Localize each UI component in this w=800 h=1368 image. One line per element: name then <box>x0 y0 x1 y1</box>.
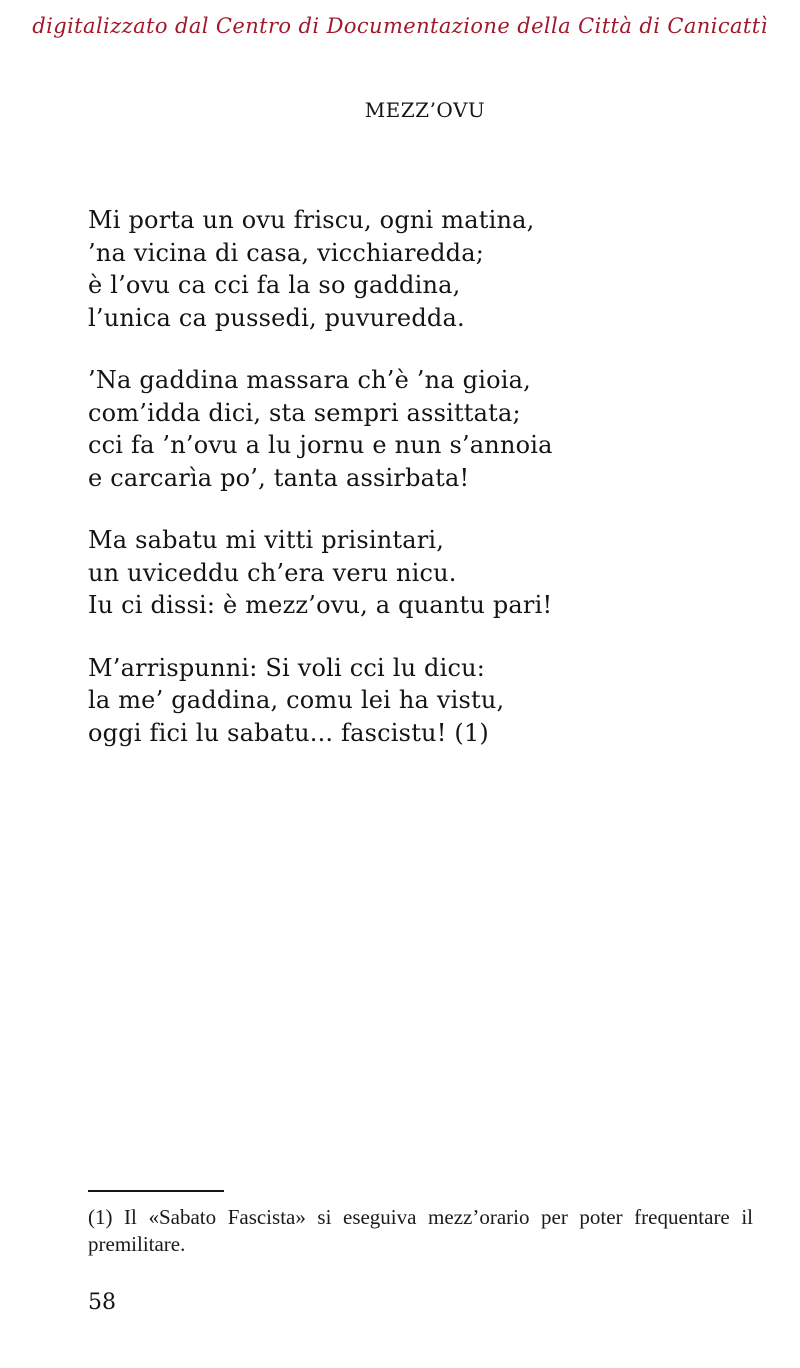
poem-body <box>88 204 778 779</box>
poem-title: MEZZ’OVU <box>364 98 486 122</box>
verse-line: Iu ci dissi: è mezz’ovu, a quantu pari! <box>88 591 553 619</box>
verse-line: M’arrispunni: Si voli cci lu dicu: <box>88 653 486 682</box>
stanza-1 <box>88 204 778 334</box>
stanza-3 <box>88 524 778 622</box>
verse-line: è l’ovu ca cci fa la so gaddina, <box>88 271 461 299</box>
verse-line: ’Na gaddina massara ch’è ’na gioia, <box>88 366 531 394</box>
verse-line: oggi fici lu sabatu... fascistu! (1) <box>88 718 489 747</box>
footnote: (1) Il «Sabato Fascista» si eseguiva mezz’orario per poter frequentare il premilitare. <box>88 1205 753 1256</box>
verse-line: cci fa ’n’ovu a lu jornu e nun s’annoia <box>88 431 553 459</box>
verse-line: la me’ gaddina, comu lei ha vistu, <box>88 686 505 714</box>
digitization-watermark: digitalizzato dal Centro di Documentazione della Città di Canicattì <box>32 14 768 38</box>
verse-line: e carcarìa po’, tanta assirbata! <box>88 463 470 492</box>
verse-line: l’unica ca pussedi, puvuredda. <box>88 303 465 332</box>
page-number: 58 <box>88 1290 116 1315</box>
stanza-4 <box>88 652 778 750</box>
footnote-divider <box>88 1190 224 1192</box>
verse-line: ’na vicina di casa, vicchiaredda; <box>88 238 485 267</box>
verse-line: Mi porta un ovu friscu, ogni matina, <box>88 206 535 234</box>
verse-line: com’idda dici, sta sempri assittata; <box>88 398 521 427</box>
verse-line: Ma sabatu mi vitti prisintari, <box>88 526 445 554</box>
verse-line: un uviceddu ch’era veru nicu. <box>88 558 457 587</box>
stanza-2 <box>88 364 778 494</box>
